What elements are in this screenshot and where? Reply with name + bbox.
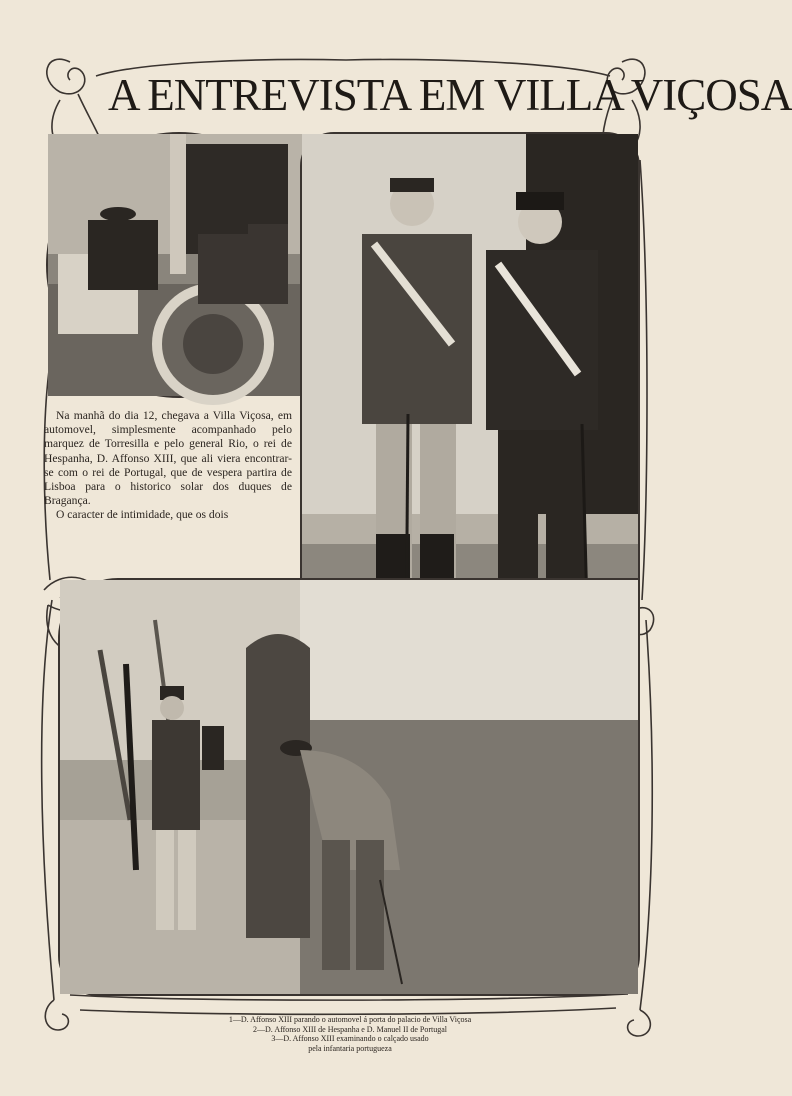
article-paragraph-1: Na manhã do dia 12, chegava a Villa Viçosa, em automovel, simplesmente acompanhado pelo marquez de Torresilla e pelo general Rio, o rei de Hespanha, D. Affonso XIII, que ali viera encontrar-se com o rei de Portugal, que de vespera partira de Lisboa para o historico solar dos duques de Bragança. — [44, 409, 292, 508]
page-title: A ENTREVISTA EM VILLA VIÇOSA — [108, 70, 792, 120]
photo-captions — [120, 1015, 580, 1053]
photo-car-at-palace — [46, 132, 312, 398]
caption-2: 2—D. Affonso XIII de Hespanha e D. Manuel II de Portugal — [252, 1024, 448, 1034]
article-paragraph-2: O caracter de intimidade, que os dois — [56, 508, 229, 522]
caption-3-continued: pela infantaria portugueza — [308, 1043, 392, 1053]
caption-3: 3—D. Affonso XIII examinando o calçado usado — [271, 1034, 429, 1044]
caption-1: 1—D. Affonso XIII parando o automovel á porta do palacio de Villa Viçosa — [228, 1015, 472, 1024]
article-body — [44, 409, 292, 523]
photo-boot-inspection — [58, 578, 640, 996]
